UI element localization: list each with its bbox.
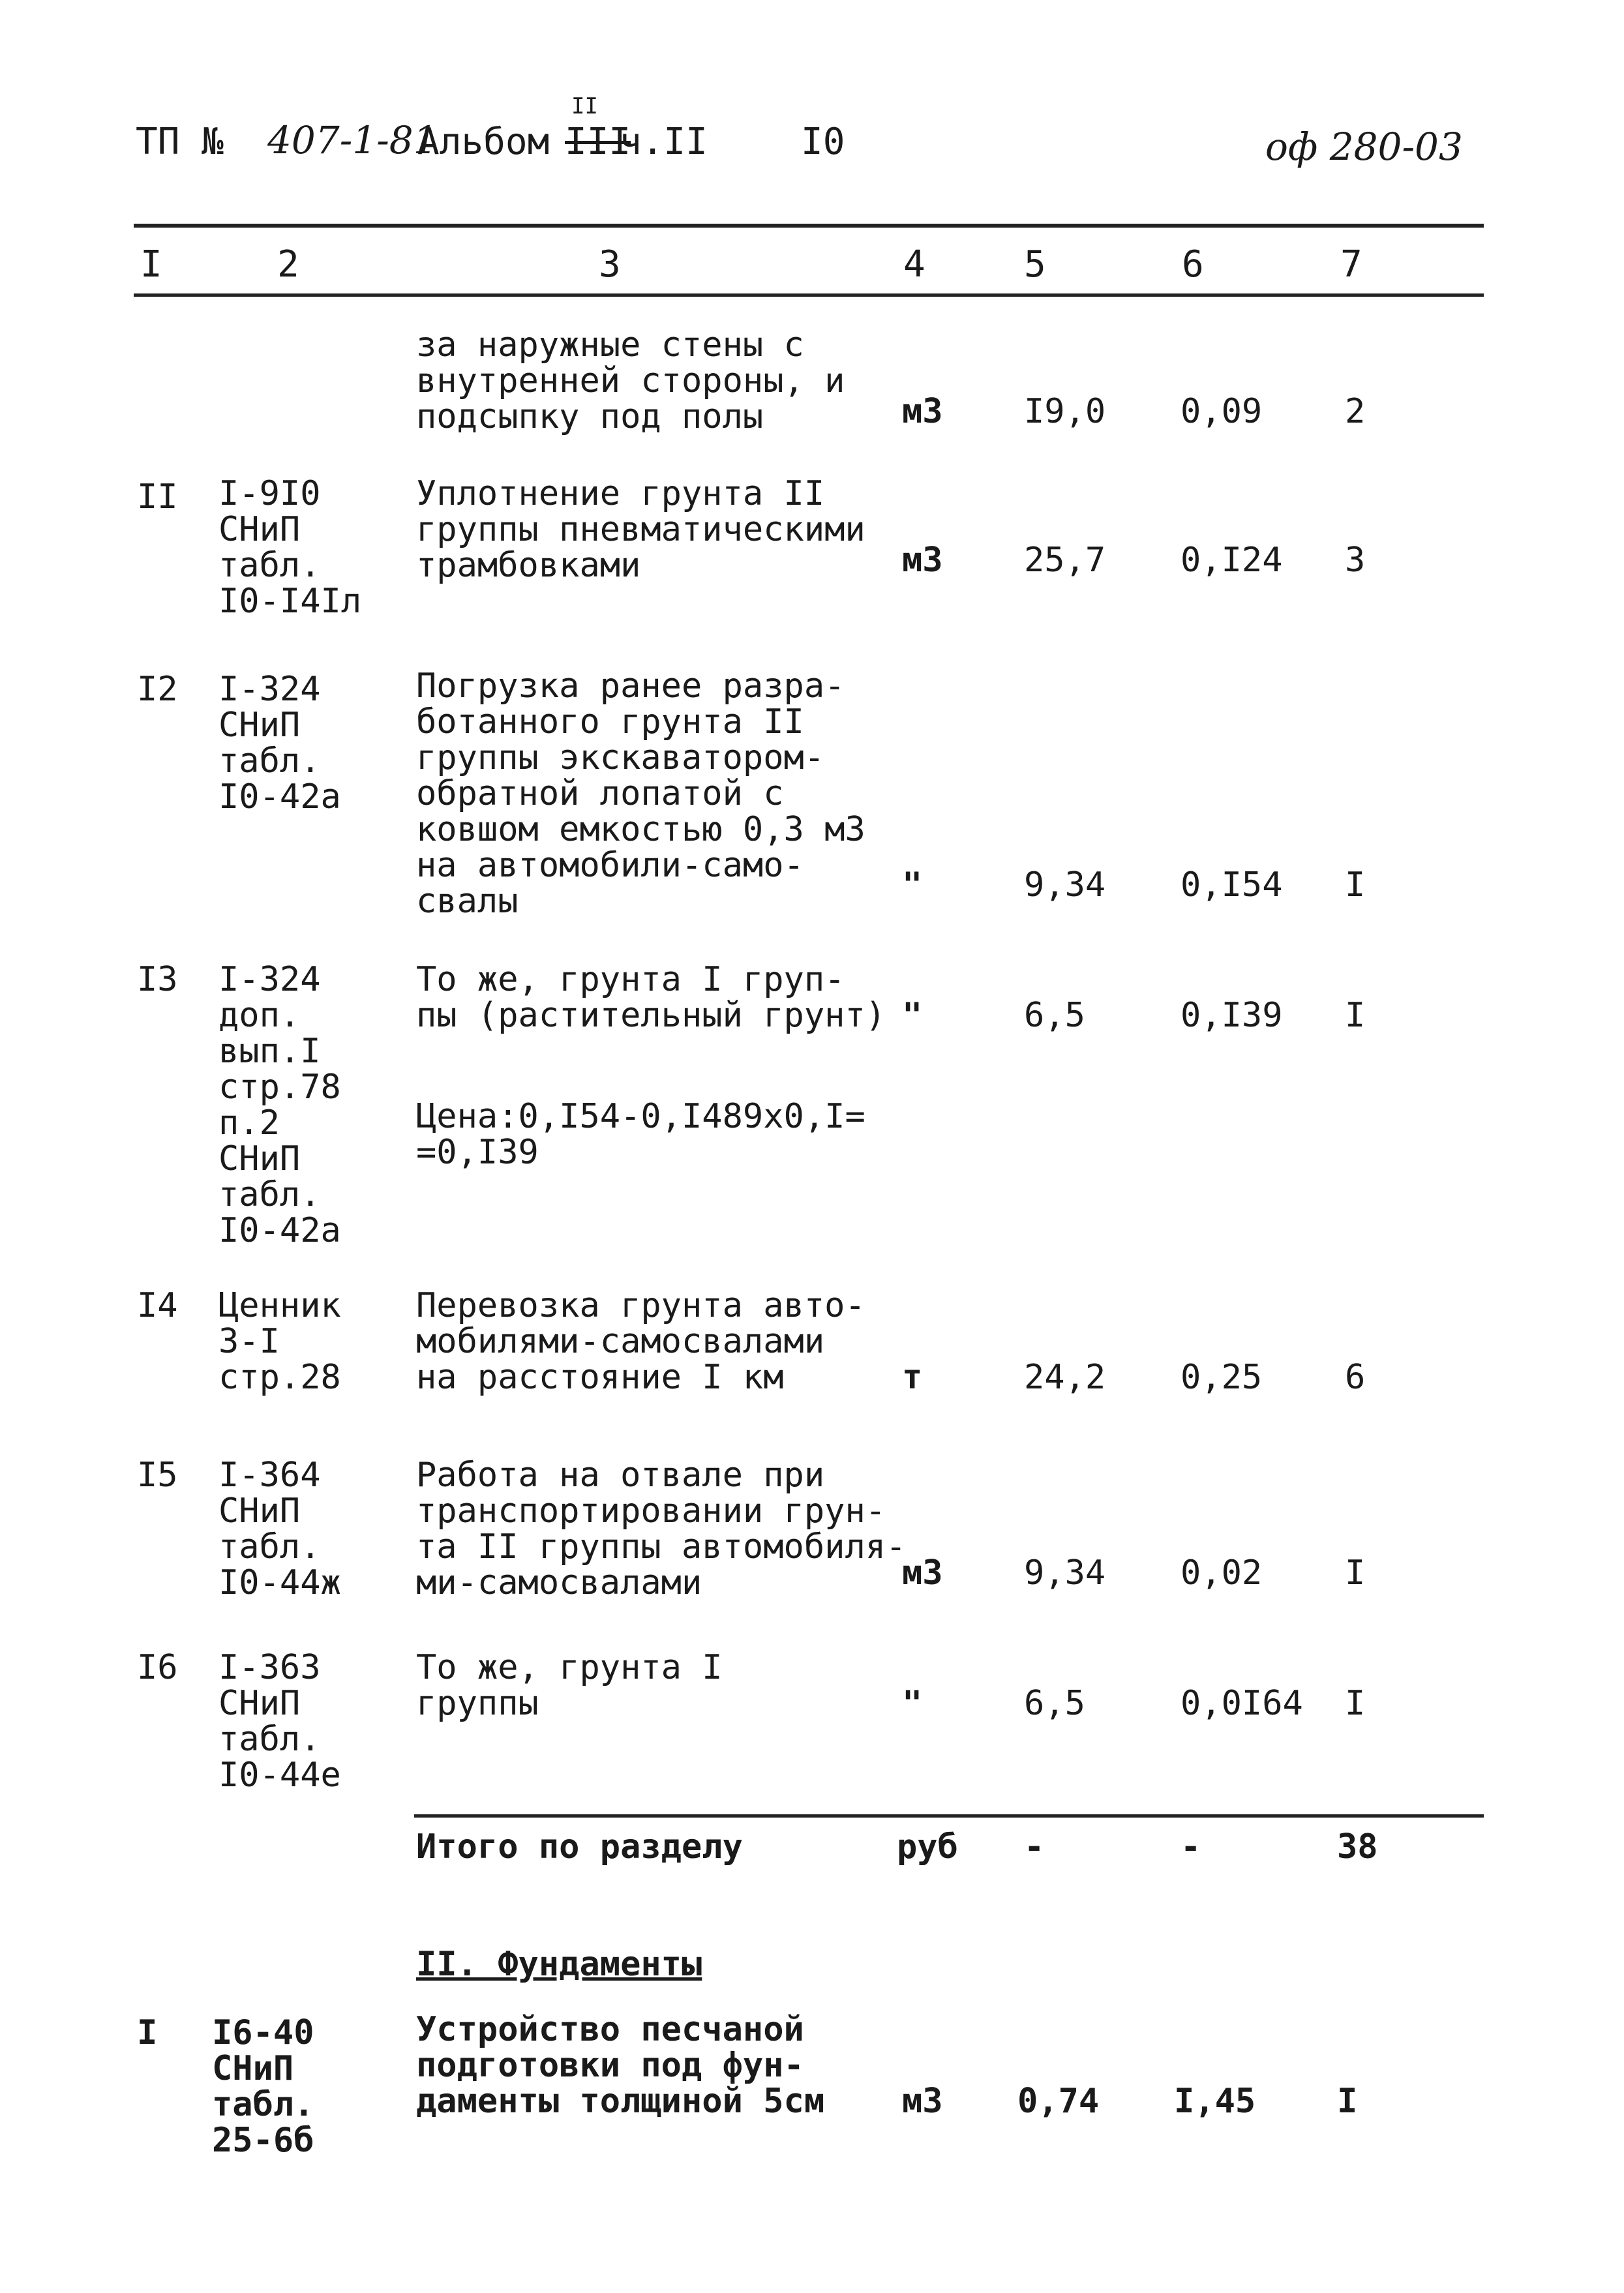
- row-price: 0,0I64: [1180, 1684, 1303, 1723]
- row-code: I-364 СНиП табл. I0-44ж: [218, 1456, 341, 1602]
- row-unit: ": [902, 996, 923, 1035]
- row-unit: ": [902, 1684, 923, 1723]
- row-quantity: 6,5: [1024, 1684, 1085, 1723]
- tp-prefix: ТП №: [136, 121, 224, 163]
- column-number: 4: [903, 243, 925, 286]
- row-description: То же, грунта I груп- пы (растительный грунт): [416, 960, 886, 1035]
- subtotal-total: 38: [1337, 1827, 1378, 1866]
- row-unit: м3: [902, 2082, 943, 2121]
- row-unit: ": [902, 865, 923, 905]
- column-number: 5: [1024, 243, 1046, 286]
- row-quantity: 9,34: [1024, 1553, 1106, 1593]
- row-number: I5: [137, 1456, 178, 1495]
- row-total: 6: [1345, 1358, 1366, 1397]
- row-description: Уплотнение грунта II группы пневматическими трамбовками: [416, 474, 865, 585]
- row-number: I6: [137, 1648, 178, 1687]
- row-code: I-363 СНиП табл. I0-44е: [218, 1648, 341, 1795]
- row-total: 2: [1345, 392, 1366, 431]
- page-number: I0: [801, 121, 845, 163]
- row-price: 0,I39: [1180, 996, 1283, 1035]
- row-description: Работа на отвале при транспортировании грун- та II группы автомобиля- ми-самосвалами: [416, 1456, 907, 1602]
- row-quantity: 6,5: [1024, 996, 1085, 1035]
- row-number: I2: [137, 670, 178, 709]
- row-unit: м3: [902, 392, 943, 431]
- row-price: I,45: [1174, 2082, 1256, 2121]
- row-total: I: [1345, 1553, 1366, 1593]
- row-number: I4: [137, 1286, 178, 1325]
- column-number: I: [140, 243, 162, 286]
- row-code: Ценник 3-I стр.28: [218, 1286, 341, 1397]
- row-quantity: 0,74: [1017, 2082, 1100, 2121]
- column-header-rule: [134, 293, 1484, 297]
- row-total: I: [1337, 2082, 1358, 2121]
- row-unit: т: [902, 1358, 923, 1397]
- section-title: II. Фундаменты: [416, 1945, 702, 1984]
- subtotal-quantity: -: [1024, 1827, 1045, 1866]
- column-number: 3: [599, 243, 621, 286]
- row-total: 3: [1345, 541, 1366, 580]
- subtotal-unit: руб: [897, 1827, 958, 1866]
- column-number: 6: [1182, 243, 1204, 286]
- row-description: за наружные стены с внутренней стороны, и подсыпку под полы: [416, 325, 845, 436]
- subtotal-label: Итого по разделу: [416, 1827, 743, 1866]
- row-unit: м3: [902, 541, 943, 580]
- subtotal-price: -: [1180, 1827, 1201, 1866]
- row-quantity: 25,7: [1024, 541, 1106, 580]
- row-description: Погрузка ранее разра- ботанного грунта II группы экскаватором- обратной лопатой с ковшом емкостью 0,3 м3 на автомобили-само- свалы: [416, 667, 865, 921]
- row-description: Перевозка грунта авто- мобилями-самосвалами на расстояние I км: [416, 1286, 865, 1397]
- album-roman-struck: III: [565, 121, 631, 163]
- row-number: I3: [137, 960, 178, 999]
- row-price-note: Цена:0,I54-0,I489х0,I= =0,I39: [416, 1097, 865, 1172]
- tp-number: 407-1-81: [267, 118, 438, 162]
- subtotal-rule: [414, 1814, 1484, 1818]
- album-label: Альбом: [417, 121, 550, 163]
- row-unit: м3: [902, 1553, 943, 1593]
- doc-code: оф 280-03: [1265, 125, 1463, 169]
- row-quantity: I9,0: [1024, 392, 1106, 431]
- album-roman-corrected: II: [571, 93, 598, 119]
- row-code: I6-40 СНиП табл. 25-6б: [212, 2013, 314, 2160]
- row-total: I: [1345, 996, 1366, 1035]
- row-price: 0,I54: [1180, 865, 1283, 905]
- top-rule: [134, 224, 1484, 228]
- column-number: 2: [277, 243, 299, 286]
- row-number: II: [137, 477, 178, 517]
- row-description: Устройство песчаной подготовки под фун- даменты толщиной 5см: [416, 2010, 825, 2121]
- row-price: 0,25: [1180, 1358, 1263, 1397]
- row-price: 0,09: [1180, 392, 1263, 431]
- row-total: I: [1345, 865, 1366, 905]
- row-number: I: [137, 2013, 158, 2052]
- row-code: I-9I0 СНиП табл. I0-I4Iл: [218, 474, 362, 621]
- row-description: То же, грунта I группы: [416, 1648, 723, 1723]
- part-label: ч.II: [620, 121, 708, 163]
- row-total: I: [1345, 1684, 1366, 1723]
- column-number: 7: [1340, 243, 1362, 286]
- row-price: 0,I24: [1180, 541, 1283, 580]
- row-code: I-324 СНиП табл. I0-42а: [218, 670, 341, 817]
- row-quantity: 24,2: [1024, 1358, 1106, 1397]
- row-code: I-324 доп. вып.I стр.78 п.2 СНиП табл. I0-42а: [218, 960, 341, 1250]
- row-price: 0,02: [1180, 1553, 1263, 1593]
- row-quantity: 9,34: [1024, 865, 1106, 905]
